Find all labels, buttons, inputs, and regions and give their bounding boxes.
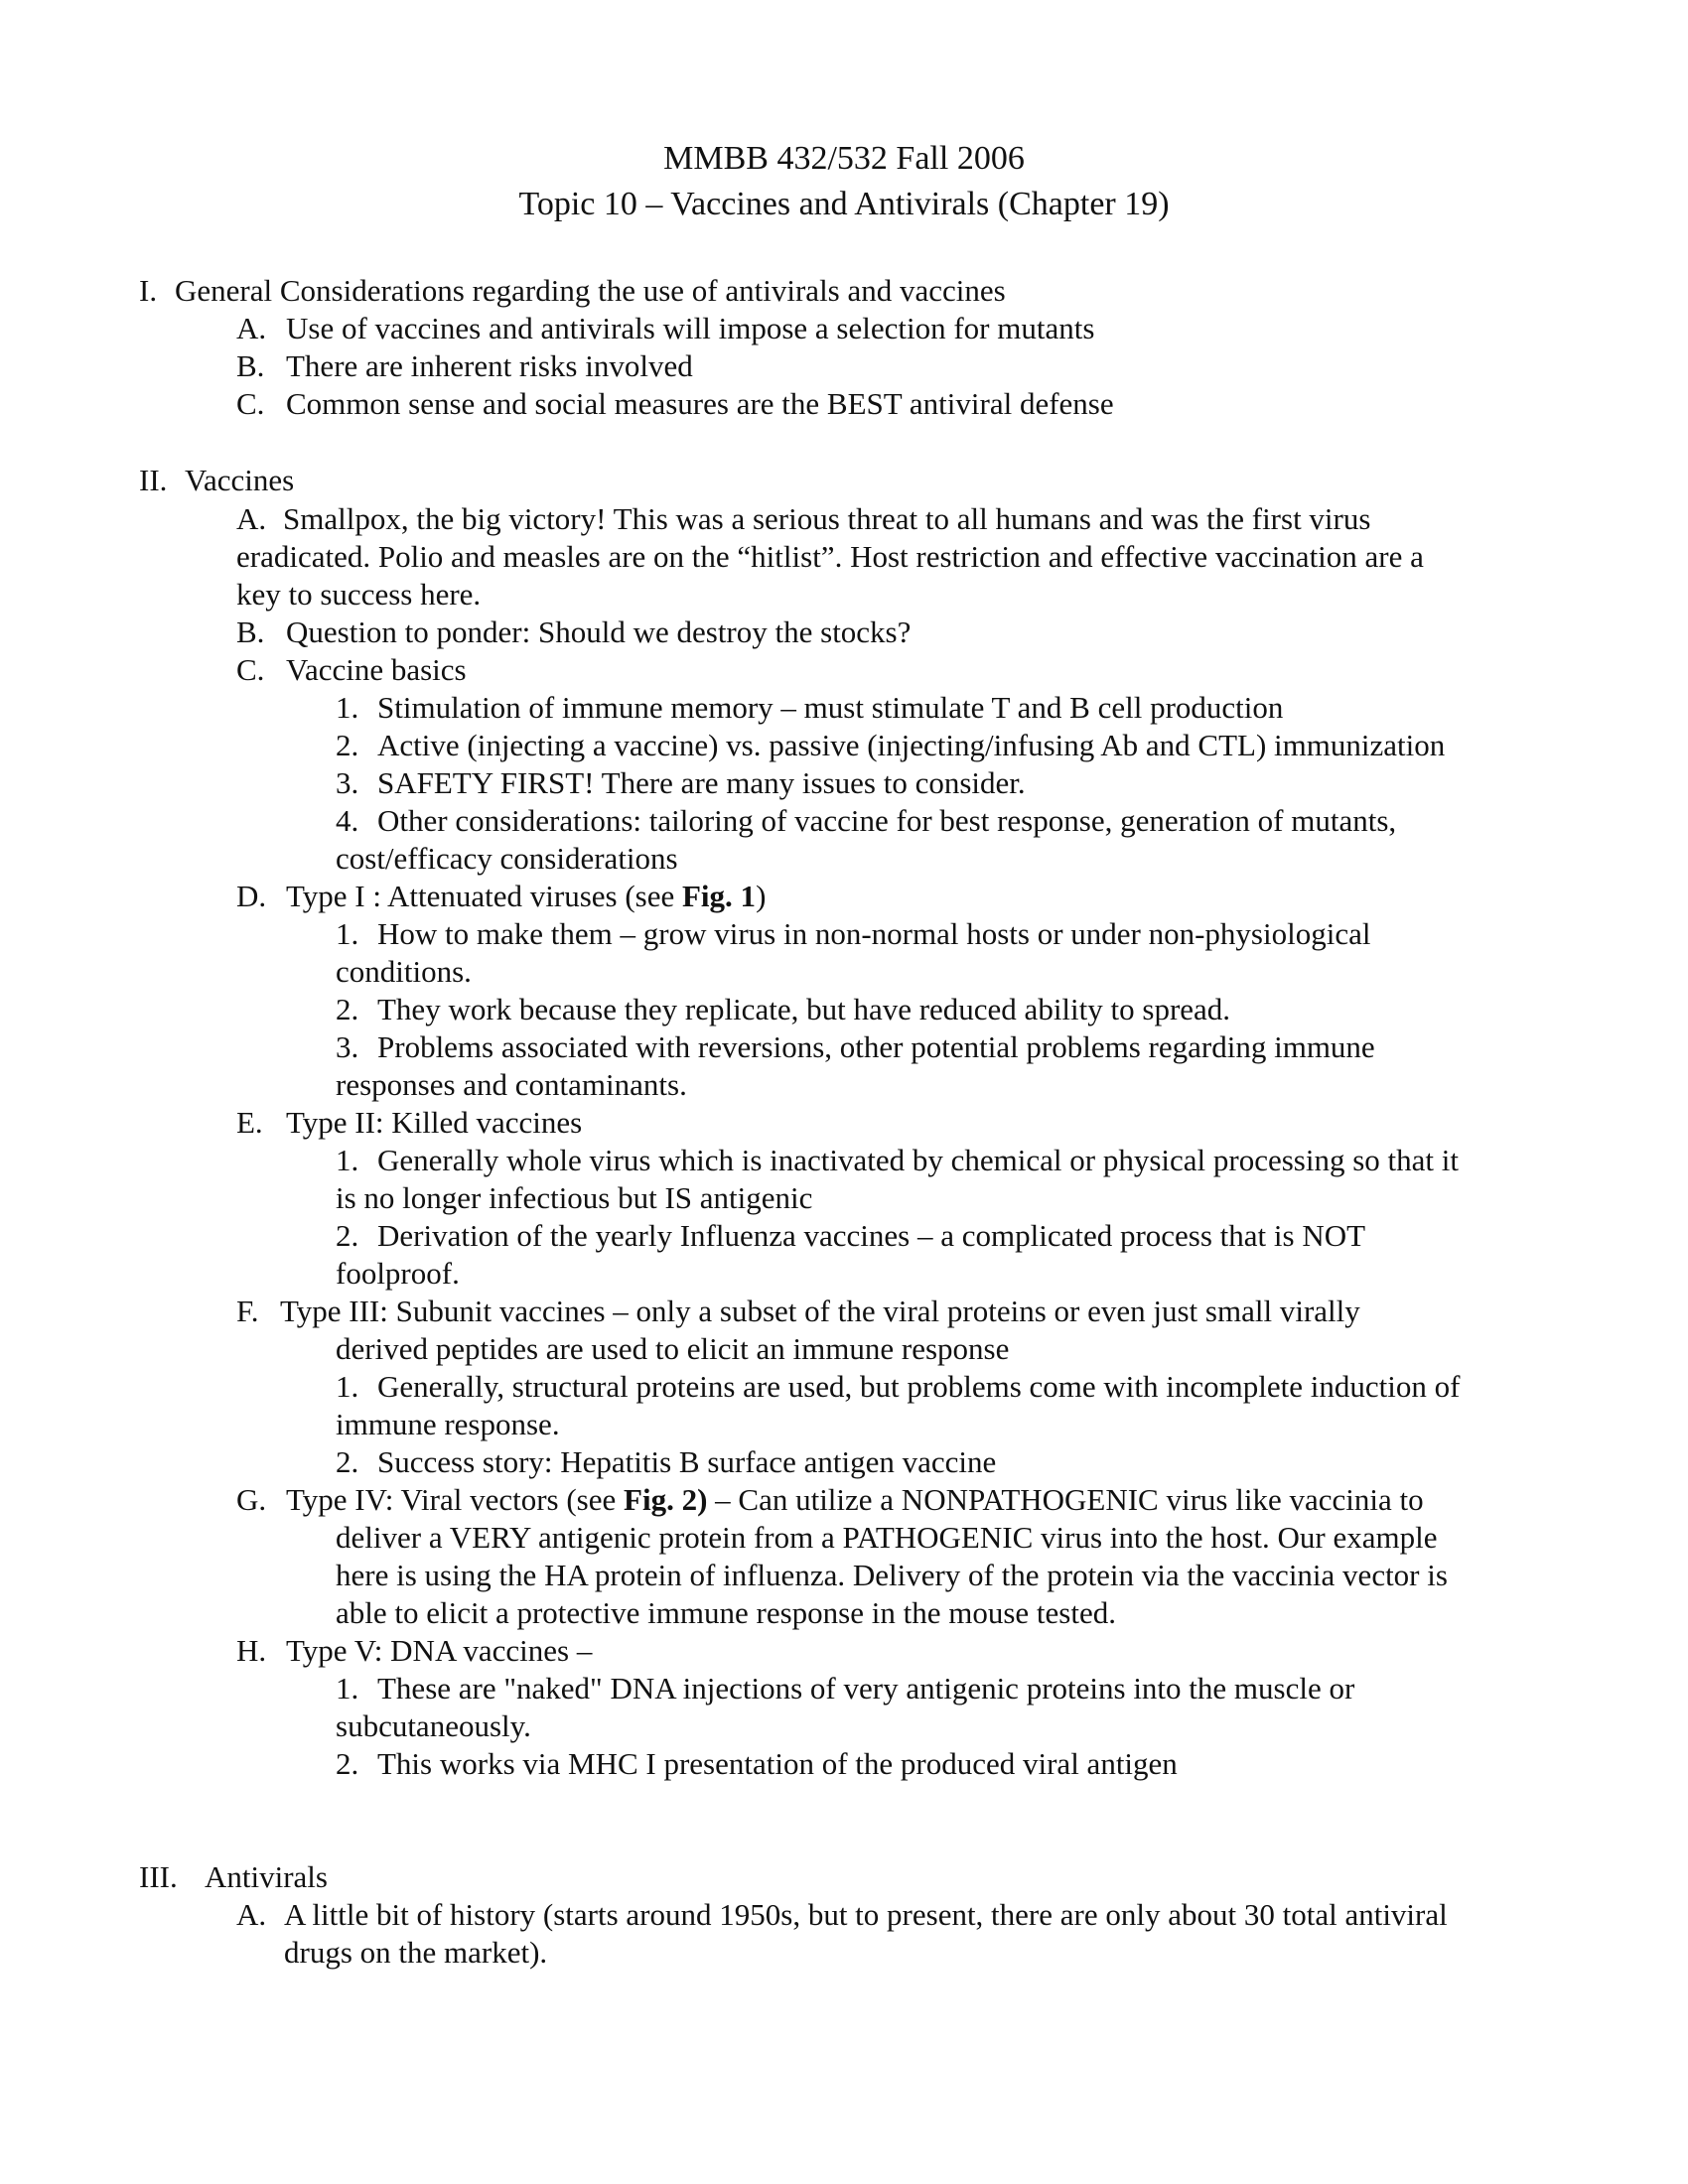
- killed-item-2: 2. Derivation of the yearly Influenza vaccines – a complicated process that is NOT: [336, 1218, 1366, 1253]
- section-i-title: General Considerations regarding the use of antivirals and vaccines: [175, 273, 1006, 308]
- vaccine-basics-item-4: 4. Other considerations: tailoring of vaccine for best response, generation of mutants,: [336, 803, 1397, 838]
- dna-item-1: 1. These are "naked" DNA injections of very antigenic proteins into the muscle or: [336, 1671, 1355, 1706]
- subunit-item-1-cont: immune response.: [336, 1407, 560, 1441]
- section-ii-item-f: F. Type III: Subunit vaccines – only a subset of the viral proteins or even just small virally: [236, 1294, 1360, 1328]
- fig-2-reference: Fig. 2): [624, 1482, 708, 1517]
- course-title: MMBB 432/532 Fall 2006: [663, 140, 1025, 177]
- vaccine-basics-item-4-cont: cost/efficacy considerations: [336, 841, 678, 876]
- dna-item-2: 2. This works via MHC I presentation of the produced viral antigen: [336, 1746, 1178, 1781]
- vaccine-basics-item-3: 3. SAFETY FIRST! There are many issues to consider.: [336, 765, 1026, 800]
- section-i-item-b: B. There are inherent risks involved: [236, 348, 693, 383]
- vaccine-basics-item-2: 2. Active (injecting a vaccine) vs. passive (injecting/infusing Ab and CTL) immunization: [336, 728, 1446, 762]
- vaccine-basics-item-1: 1. Stimulation of immune memory – must stimulate T and B cell production: [336, 690, 1284, 725]
- section-iii-title: Antivirals: [205, 1859, 328, 1894]
- section-ii-item-b: B. Question to ponder: Should we destroy the stocks?: [236, 614, 912, 649]
- fig-1-reference: Fig. 1: [682, 879, 757, 913]
- section-ii-heading: [139, 462, 294, 499]
- section-iii-heading: [139, 1858, 328, 1896]
- section-i-heading: [139, 272, 1006, 310]
- section-ii-item-g-cont-1: deliver a VERY antigenic protein from a PATHOGENIC virus into the host. Our example: [336, 1520, 1438, 1555]
- section-i-label: I.: [139, 273, 158, 308]
- section-i-item-c: C. Common sense and social measures are the BEST antiviral defense: [236, 386, 1114, 421]
- attenuated-item-1: 1. How to make them – grow virus in non-normal hosts or under non-physiological: [336, 916, 1371, 951]
- section-ii-item-h: H. Type V: DNA vaccines –: [236, 1633, 593, 1668]
- section-ii-item-g-cont-2: here is using the HA protein of influenza. Delivery of the protein via the vaccinia vector is: [336, 1558, 1448, 1592]
- dna-item-1-cont: subcutaneously.: [336, 1708, 531, 1743]
- attenuated-item-1-cont: conditions.: [336, 954, 472, 989]
- section-ii-title: Vaccines: [185, 463, 295, 497]
- killed-item-1: 1. Generally whole virus which is inactivated by chemical or physical processing so that it: [336, 1143, 1460, 1177]
- attenuated-item-3-cont: responses and contaminants.: [336, 1067, 687, 1102]
- section-ii-item-f-cont: derived peptides are used to elicit an immune response: [336, 1331, 1010, 1366]
- attenuated-item-2: 2. They work because they replicate, but have reduced ability to spread.: [336, 992, 1231, 1026]
- subunit-item-2: 2. Success story: Hepatitis B surface antigen vaccine: [336, 1444, 997, 1479]
- section-ii-item-e: E. Type II: Killed vaccines: [236, 1105, 583, 1140]
- section-ii-item-a-cont-1: eradicated. Polio and measles are on the “hitlist”. Host restriction and effective vaccination are a: [236, 539, 1424, 574]
- section-ii-item-g-cont-3: able to elicit a protective immune response in the mouse tested.: [336, 1595, 1116, 1630]
- section-iii-item-a: A. A little bit of history (starts around 1950s, but to present, there are only about 30 total antiviral: [236, 1897, 1448, 1932]
- section-ii-item-a-cont-2: key to success here.: [236, 577, 482, 612]
- attenuated-item-3: 3. Problems associated with reversions, other potential problems regarding immune: [336, 1029, 1375, 1064]
- section-i-item-a: A. Use of vaccines and antivirals will impose a selection for mutants: [236, 311, 1095, 345]
- section-ii-item-d: D. Type I : Attenuated viruses (see Fig. 1): [236, 879, 767, 913]
- section-ii-item-g: G. Type IV: Viral vectors (see Fig. 2) – Can utilize a NONPATHOGENIC virus like vaccinia to: [236, 1482, 1424, 1517]
- section-iii-label: III.: [139, 1859, 178, 1894]
- section-ii-item-a: A. Smallpox, the big victory! This was a serious threat to all humans and was the first virus: [236, 501, 1371, 536]
- topic-title: Topic 10 – Vaccines and Antivirals (Chapter 19): [518, 186, 1170, 222]
- section-iii-item-a-cont: drugs on the market).: [284, 1935, 548, 1970]
- killed-item-2-cont: foolproof.: [336, 1256, 460, 1291]
- killed-item-1-cont: is no longer infectious but IS antigenic: [336, 1180, 813, 1215]
- subunit-item-1: 1. Generally, structural proteins are used, but problems come with incomplete induction of: [336, 1369, 1461, 1404]
- section-ii-label: II.: [139, 463, 168, 497]
- section-ii-item-c: C. Vaccine basics: [236, 652, 467, 687]
